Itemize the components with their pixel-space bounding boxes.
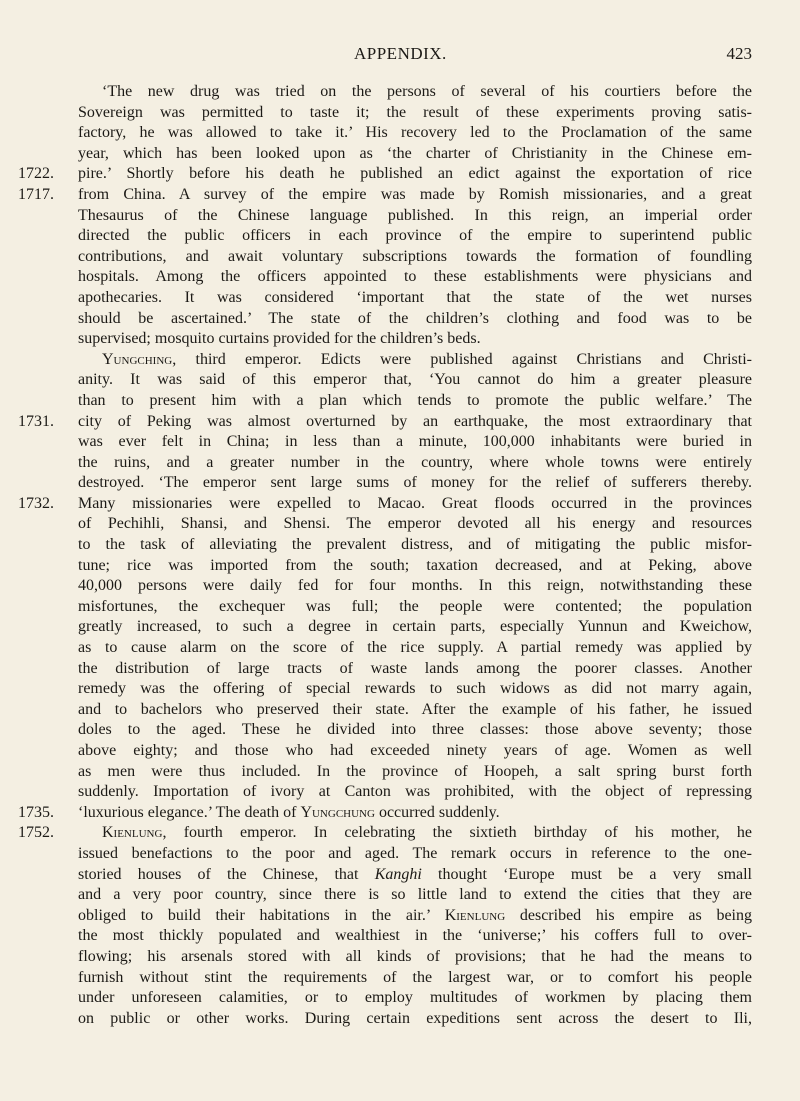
text-line xyxy=(0,617,800,638)
line-text: year, which has been looked upon as ‘the charter of Christianity in the Chinese em- xyxy=(78,144,752,162)
line-text: than to present him with a plan which tends to promote the public welfare.’ The xyxy=(78,391,752,409)
text-line xyxy=(0,720,800,741)
text-line xyxy=(0,494,800,515)
line-text: suddenly. Importation of ivory at Canton was prohibited, with the object of repressing xyxy=(78,783,752,801)
text-line xyxy=(0,185,800,206)
line-text: as to cause alarm on the score of the rice supply. A partial remedy was applied by xyxy=(78,639,752,657)
text-line xyxy=(0,103,800,124)
line-text: apothecaries. It was considered ‘important that the state of the wet nurses xyxy=(78,288,752,306)
text-line xyxy=(0,638,800,659)
line-text: directed the public officers in each province of the empire to superintend public xyxy=(78,227,752,245)
text-line xyxy=(0,123,800,144)
line-text: flowing; his arsenals stored with all kinds of provisions; that he had the means to xyxy=(78,947,752,965)
line-text: doles to the aged. These he divided into three classes: those above seventy; those xyxy=(78,721,752,739)
margin-year: 1731. xyxy=(18,412,54,430)
line-text: supervised; mosquito curtains provided for the children’s beds. xyxy=(78,330,481,348)
text-line xyxy=(0,412,800,433)
line-text: and to bachelors who preserved their state. After the example of his father, he issued xyxy=(78,700,752,718)
text-line xyxy=(0,370,800,391)
text-line xyxy=(0,597,800,618)
text-line xyxy=(0,556,800,577)
text-line xyxy=(0,865,800,886)
line-text: the ruins, and a greater number in the country, where whole towns were entirely xyxy=(78,453,752,471)
text-line xyxy=(0,432,800,453)
line-text: city of Peking was almost overturned by an earthquake, the most extraordinary that xyxy=(78,412,752,430)
page-number: 423 xyxy=(726,44,752,63)
line-text: ‘The new drug was tried on the persons of several of his courtiers before the xyxy=(102,83,752,100)
line-text: 40,000 persons were daily fed for four months. In this reign, notwithstanding these xyxy=(78,577,752,595)
line-text: to the task of alleviating the prevalent distress, and of mitigating the public misfor- xyxy=(78,536,752,554)
line-text: contributions, and await voluntary subscriptions towards the formation of foundling xyxy=(78,247,752,265)
running-head: APPENDIX. xyxy=(354,44,447,63)
text-line xyxy=(0,741,800,762)
line-text: Kienlung, fourth emperor. In celebrating the sixtieth birthday of his mother, he xyxy=(102,824,752,842)
margin-year: 1722. xyxy=(18,165,54,183)
text-line xyxy=(0,144,800,165)
text-line xyxy=(0,453,800,474)
text-line xyxy=(0,885,800,906)
text-body xyxy=(0,82,800,1029)
text-line xyxy=(0,164,800,185)
line-text: from China. A survey of the empire was made by Romish missionaries, and a great xyxy=(78,185,752,203)
line-text: the most thickly populated and wealthiest in the ‘universe;’ his coffers full to over- xyxy=(78,927,752,945)
text-line xyxy=(0,267,800,288)
text-line xyxy=(0,988,800,1009)
line-text: destroyed. ‘The emperor sent large sums of money for the relief of sufferers thereby. xyxy=(78,474,752,492)
line-text: obliged to build their habitations in the air.’ Kienlung described his empire as being xyxy=(78,906,753,924)
text-line xyxy=(0,350,800,371)
line-text: issued benefactions to the poor and aged. The remark occurs in reference to the one- xyxy=(78,844,752,862)
text-line xyxy=(0,1009,800,1030)
text-line xyxy=(0,844,800,865)
line-text: tune; rice was imported from the south; taxation decreased, and at Peking, above xyxy=(78,556,752,574)
text-line xyxy=(0,659,800,680)
text-line xyxy=(0,535,800,556)
text-line xyxy=(0,782,800,803)
text-line xyxy=(0,391,800,412)
margin-year: 1732. xyxy=(18,494,54,512)
line-text: furnish without stint the requirements of the largest war, or to comfort his people xyxy=(78,968,752,986)
text-line xyxy=(0,309,800,330)
text-line xyxy=(0,82,800,103)
text-line xyxy=(0,762,800,783)
line-text: Thesaurus of the Chinese language published. In this reign, an imperial order xyxy=(78,206,752,224)
text-line xyxy=(0,206,800,227)
line-text: remedy was the offering of special rewards to such widows as did not marry again, xyxy=(78,680,752,698)
text-line xyxy=(0,679,800,700)
margin-year: 1752. xyxy=(18,824,54,842)
text-line xyxy=(0,226,800,247)
text-line xyxy=(0,926,800,947)
line-text: storied houses of the Chinese, that Kanghi thought ‘Europe must be a very small xyxy=(78,865,753,883)
line-text: Many missionaries were expelled to Macao. Great floods occurred in the provinces xyxy=(78,494,752,512)
text-line xyxy=(0,247,800,268)
line-text: greatly increased, to such a degree in certain parts, especially Yunnun and Kweichow, xyxy=(78,618,752,636)
text-line xyxy=(0,803,800,824)
line-text: should be ascertained.’ The state of the children’s clothing and food was to be xyxy=(78,309,752,327)
text-line xyxy=(0,329,800,350)
line-text: the distribution of large tracts of waste lands among the poorer classes. Another xyxy=(78,659,752,677)
line-text: Sovereign was permitted to taste it; the result of these experiments proving satis- xyxy=(78,103,752,121)
text-line xyxy=(0,947,800,968)
text-line xyxy=(0,576,800,597)
line-text: misfortunes, the exchequer was full; the people were contented; the population xyxy=(78,597,752,615)
line-text: was ever felt in China; in less than a minute, 100,000 inhabitants were buried in xyxy=(78,433,752,451)
line-text: hospitals. Among the officers appointed to these establishments were physicians and xyxy=(78,268,752,286)
text-line xyxy=(0,288,800,309)
line-text: ‘luxurious elegance.’ The death of Yungchung occurred suddenly. xyxy=(78,803,500,821)
line-text: of Pechihli, Shansi, and Shensi. The emperor devoted all his energy and resources xyxy=(78,515,752,533)
line-text: pire.’ Shortly before his death he published an edict against the exportation of rice xyxy=(78,165,752,183)
page-header xyxy=(84,40,752,68)
line-text: factory, he was allowed to take it.’ His recovery led to the Proclamation of the same xyxy=(78,124,752,142)
text-line xyxy=(0,968,800,989)
margin-year: 1735. xyxy=(18,803,54,821)
text-line xyxy=(0,906,800,927)
text-line xyxy=(0,823,800,844)
line-text: and a very poor country, since there is so little land to extend the cities that they are xyxy=(78,886,752,904)
line-text: anity. It was said of this emperor that, ‘You cannot do him a greater pleasure xyxy=(78,371,752,389)
text-line xyxy=(0,473,800,494)
margin-year: 1717. xyxy=(18,185,54,203)
line-text: Yungching, third emperor. Edicts were published against Christians and Christi- xyxy=(102,350,752,368)
line-text: on public or other works. During certain expeditions sent across the desert to Ili, xyxy=(78,1009,752,1027)
text-line xyxy=(0,514,800,535)
line-text: above eighty; and those who had exceeded ninety years of age. Women as well xyxy=(78,742,752,759)
line-text: under unforeseen calamities, or to employ multitudes of workmen by placing them xyxy=(78,989,752,1007)
text-line xyxy=(0,700,800,721)
line-text: as men were thus included. In the province of Hoopeh, a salt spring burst forth xyxy=(78,762,752,780)
